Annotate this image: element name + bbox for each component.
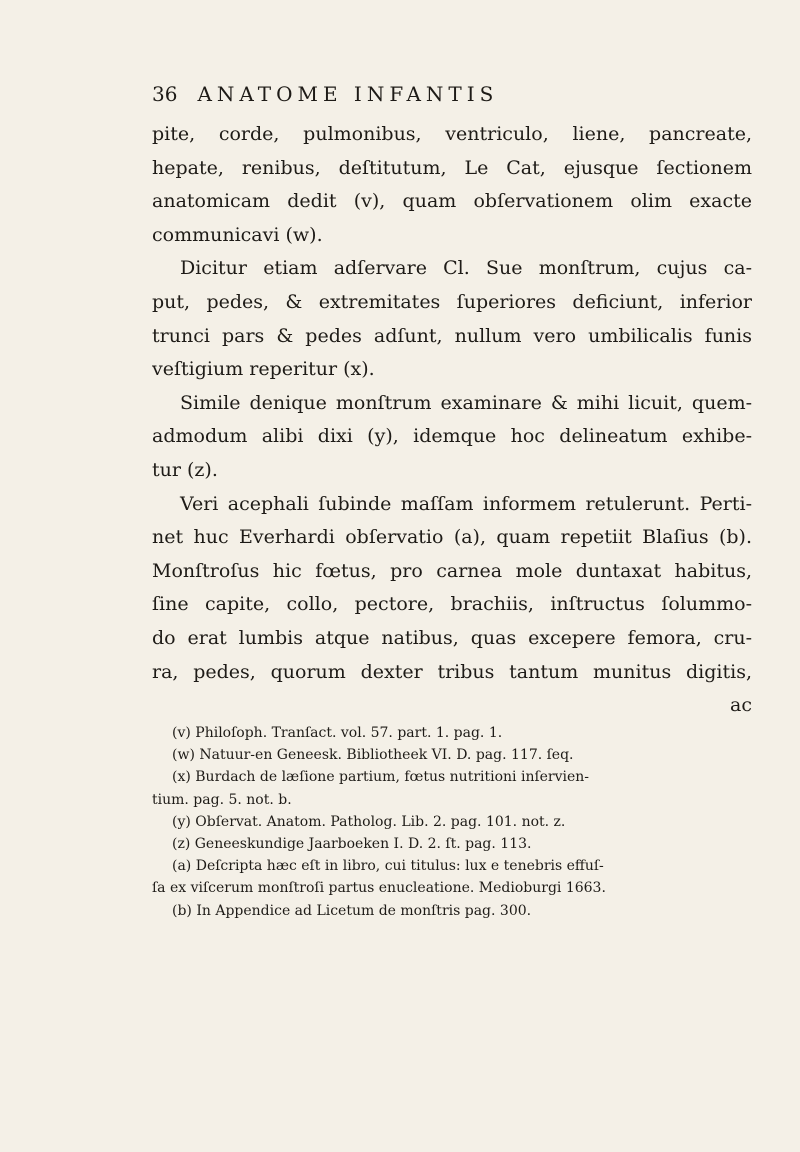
- text-line: admodum alibi dixi (y), idemque hoc delineatum exhibe-: [152, 425, 752, 448]
- text-line: pite, corde, pulmonibus, ventriculo, liene, pancreate,: [152, 123, 752, 145]
- text-line: do erat lumbis atque natibus, quas excepere femora, cru-: [152, 626, 752, 649]
- footnote: (w) Natuur-en Geneesk. Bibliotheek VI. D. pag. 117. ſeq.: [172, 747, 574, 764]
- text-line: Veri acephali ſubinde maſſam informem retulerunt. Perti-: [180, 492, 752, 515]
- text-line: net huc Everhardi obſervatio (a), quam repetiit Blaſius (b).: [152, 526, 752, 549]
- running-title: ANATOME INFANTIS: [197, 82, 499, 106]
- footnote: (x) Burdach de læſione partium, fœtus nutritioni inſervien-: [172, 769, 590, 786]
- text-line: Monſtroſus hic fœtus, pro carnea mole duntaxat habitus,: [152, 559, 752, 582]
- text-line: Simile denique monſtrum examinare & mihi licuit, quem-: [180, 391, 752, 414]
- footnote-continuation: tium. pag. 5. not. b.: [152, 791, 292, 808]
- text-line: ſine capite, collo, pectore, brachiis, inſtructus ſolummo-: [152, 593, 752, 616]
- text-line: trunci pars & pedes adſunt, nullum vero umbilicalis funis: [152, 324, 752, 347]
- text-line: tur (z).: [152, 458, 218, 481]
- footnote: (b) In Appendice ad Licetum de monſtris pag. 300.: [172, 902, 532, 919]
- text-line: anatomicam dedit (v), quam obſervationem olim exacte: [152, 190, 752, 213]
- running-header: [152, 82, 752, 106]
- page-number: 36: [152, 82, 178, 106]
- text-line: Dicitur etiam adſervare Cl. Sue monſtrum, cujus ca-: [180, 257, 752, 280]
- text-line: ra, pedes, quorum dexter tribus tantum munitus digitis,: [152, 660, 752, 683]
- text-line: hepate, renibus, deſtitutum, Le Cat, ejusque ſectionem: [152, 156, 752, 179]
- text-line: communicavi (w).: [152, 223, 323, 246]
- main-text: [152, 118, 752, 723]
- footnotes: [152, 722, 752, 922]
- footnote: (y) Obſervat. Anatom. Patholog. Lib. 2. pag. 101. not. z.: [172, 813, 566, 830]
- footnote: (a) Deſcripta hæc eſt in libro, cui titulus: lux e tenebris effuſ-: [172, 858, 604, 875]
- footnote-continuation: ſa ex viſcerum monſtroſi partus enucleatione. Medioburgi 1663.: [152, 880, 606, 897]
- footnote: (z) Geneeskundige Jaarboeken I. D. 2. ſt. pag. 113.: [172, 836, 532, 853]
- catchword: ac: [730, 694, 752, 717]
- text-line: put, pedes, & extremitates ſuperiores deficiunt, inferior: [152, 290, 752, 313]
- footnote: (v) Philoſoph. Tranſact. vol. 57. part. 1. pag. 1.: [172, 725, 503, 741]
- text-line: veſtigium reperitur (x).: [152, 358, 375, 381]
